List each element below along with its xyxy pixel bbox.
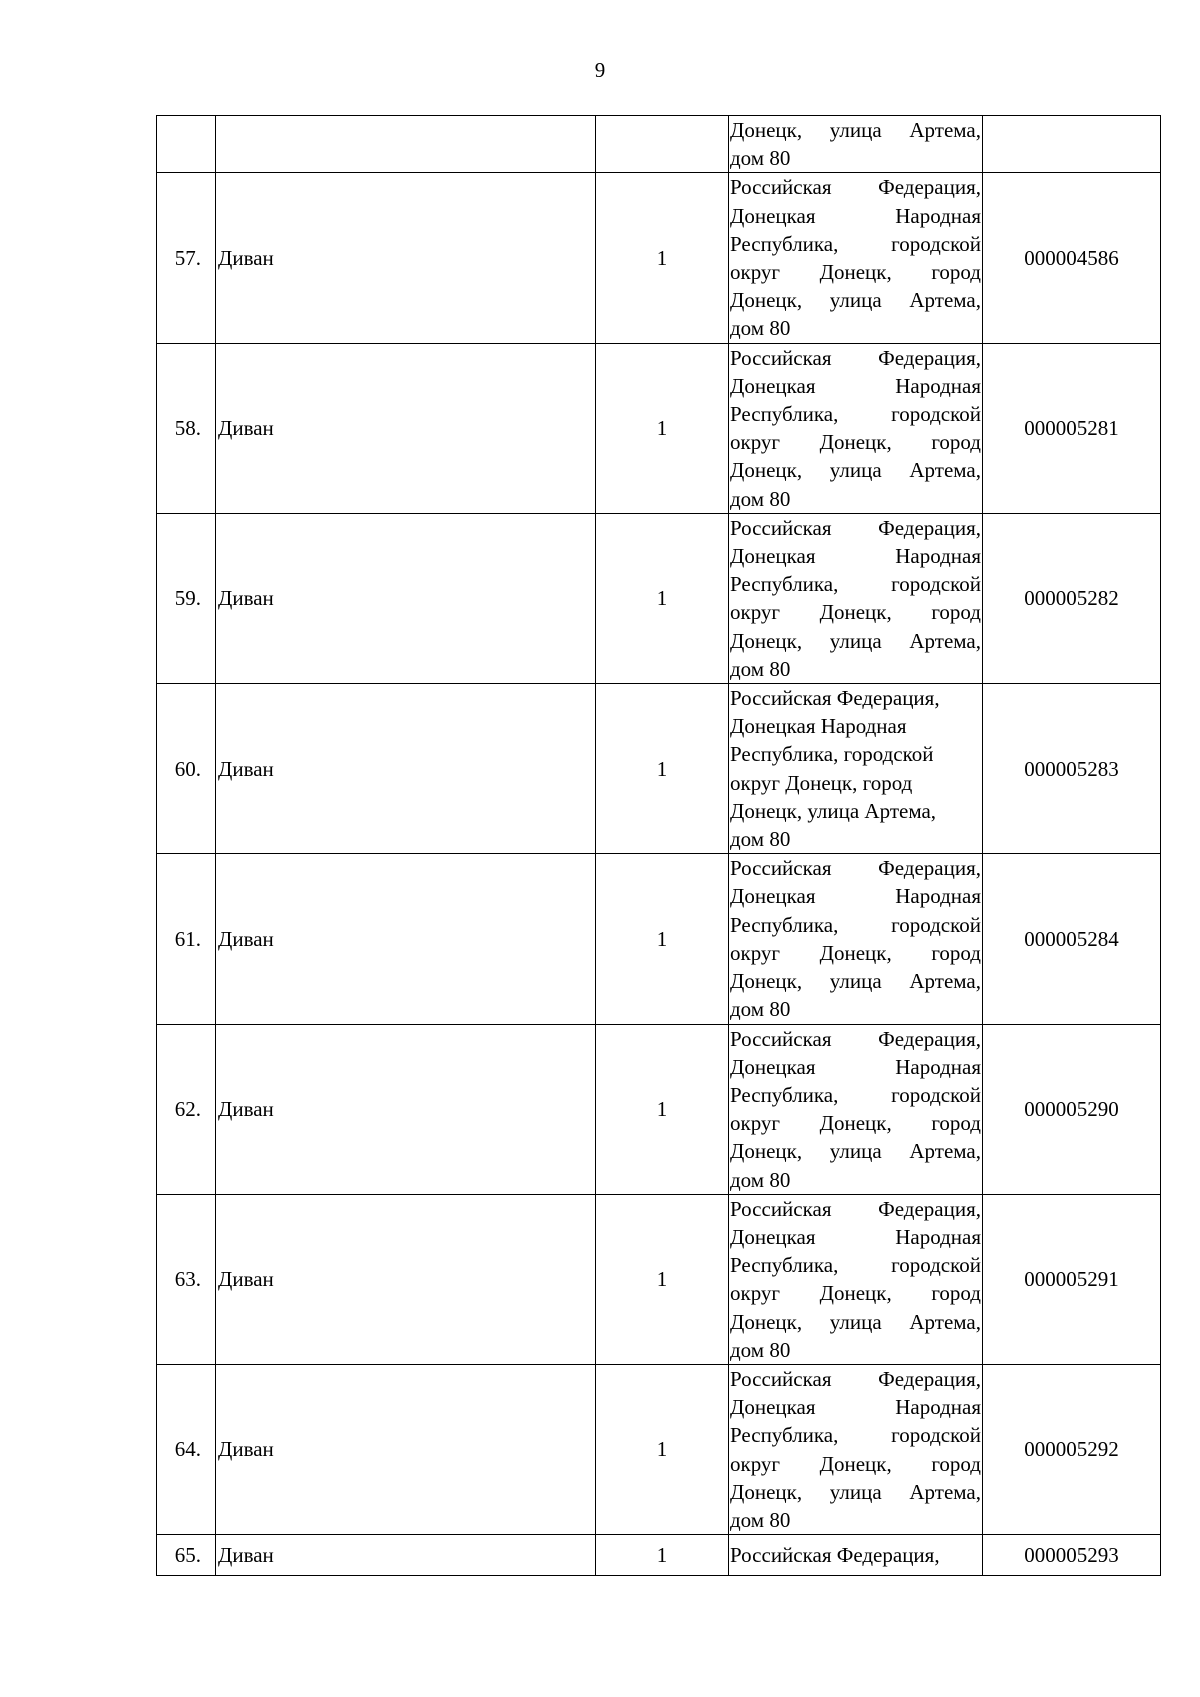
address-line: дом 80 [730, 997, 791, 1022]
cell-quantity: 1 [596, 1535, 729, 1576]
cell-name: Диван [216, 343, 596, 513]
table-row [157, 1364, 1161, 1534]
address-line: Донецкая Народная [730, 714, 907, 739]
address-line: дом 80 [730, 146, 791, 171]
address-line: Республика, городской [730, 1082, 981, 1107]
address-line: округ Донецк, город [730, 1111, 981, 1136]
cell-address [729, 1194, 983, 1364]
address-line: дом 80 [730, 827, 791, 852]
table-row-continuation [157, 116, 1161, 173]
address-line: дом 80 [730, 316, 791, 341]
address-line: Российская Федерация, [730, 175, 981, 200]
cell-address [729, 513, 983, 683]
cell-name: Диван [216, 1194, 596, 1364]
cell-address [729, 854, 983, 1024]
cell-number: 59. [157, 513, 216, 683]
cell-name: Диван [216, 854, 596, 1024]
address-line: Российская Федерация, [730, 1026, 981, 1051]
address-line: Донецкая Народная [730, 1224, 981, 1249]
cell-number: 64. [157, 1364, 216, 1534]
cell-number: 57. [157, 173, 216, 343]
cell-address [729, 1024, 983, 1194]
cell-inventory-number: 000005291 [983, 1194, 1161, 1364]
table-row [157, 1535, 1161, 1576]
address-line: Донецк, улица Артема, [730, 1139, 981, 1164]
cell-address [729, 684, 983, 854]
cell-quantity: 1 [596, 513, 729, 683]
cell-quantity: 1 [596, 684, 729, 854]
cell-number [157, 116, 216, 173]
cell-number: 58. [157, 343, 216, 513]
address-line: Российская Федерация, [730, 345, 981, 370]
cell-address [729, 1364, 983, 1534]
address-line: округ Донецк, город [730, 940, 981, 965]
cell-name: Диван [216, 684, 596, 854]
address-line: Республика, городской [730, 231, 981, 256]
address-line: Российская Федерация, [730, 856, 981, 881]
address-line: Республика, городской [730, 1253, 981, 1278]
cell-number: 60. [157, 684, 216, 854]
cell-inventory-number: 000005283 [983, 684, 1161, 854]
address-line: дом 80 [730, 486, 791, 511]
cell-inventory-number: 000005282 [983, 513, 1161, 683]
address-line: Донецк, улица Артема, [730, 969, 981, 994]
table-row [157, 173, 1161, 343]
cell-number: 65. [157, 1535, 216, 1576]
cell-name [216, 116, 596, 173]
address-line: Республика, городской [730, 742, 934, 767]
address-line: Республика, городской [730, 402, 981, 427]
address-line: Донецкая Народная [730, 373, 981, 398]
address-line: Донецкая Народная [730, 884, 981, 909]
cell-number: 61. [157, 854, 216, 1024]
cell-address [729, 343, 983, 513]
table-row [157, 343, 1161, 513]
page-number: 9 [594, 58, 606, 82]
cell-quantity: 1 [596, 1364, 729, 1534]
table-row [157, 854, 1161, 1024]
address-line: округ Донецк, город [730, 600, 981, 625]
table-row [157, 1024, 1161, 1194]
cell-address [729, 173, 983, 343]
cell-inventory-number: 000005290 [983, 1024, 1161, 1194]
cell-name: Диван [216, 173, 596, 343]
cell-quantity: 1 [596, 1024, 729, 1194]
cell-quantity: 1 [596, 173, 729, 343]
address-line: дом 80 [730, 656, 791, 681]
address-line: Республика, городской [730, 1423, 981, 1448]
cell-address [729, 116, 983, 173]
cell-inventory-number: 000005281 [983, 343, 1161, 513]
cell-quantity: 1 [596, 854, 729, 1024]
cell-inventory-number [983, 116, 1161, 173]
address-line: Донецкая Народная [730, 544, 981, 569]
address-line: округ Донецк, город [730, 1281, 981, 1306]
address-line: Донецк, улица Артема, [730, 1479, 981, 1504]
cell-name: Диван [216, 1535, 596, 1576]
table-row [157, 513, 1161, 683]
cell-name: Диван [216, 1024, 596, 1194]
cell-name: Диван [216, 513, 596, 683]
address-line: Донецкая Народная [730, 1395, 981, 1420]
table-row [157, 684, 1161, 854]
table-row [157, 1194, 1161, 1364]
address-line: округ Донецк, город [730, 1451, 981, 1476]
address-line: Донецк, улица Артема, [730, 798, 937, 823]
cell-address [729, 1535, 983, 1576]
address-line: Российская Федерация, [730, 1366, 981, 1391]
address-line: округ Донецк, город [730, 430, 981, 455]
cell-inventory-number: 000005292 [983, 1364, 1161, 1534]
address-line: Республика, городской [730, 912, 981, 937]
cell-quantity [596, 116, 729, 173]
address-line: Донецк, улица Артема, [730, 288, 981, 313]
address-line: дом 80 [730, 1337, 791, 1362]
address-line: округ Донецк, город [730, 260, 981, 285]
address-line: Российская Федерация, [730, 1543, 940, 1568]
address-line: Российская Федерация, [730, 1196, 981, 1221]
address-line: Российская Федерация, [730, 686, 940, 711]
address-line: округ Донецк, город [730, 770, 913, 795]
cell-quantity: 1 [596, 343, 729, 513]
address-line: дом 80 [730, 1167, 791, 1192]
address-line: Российская Федерация, [730, 515, 981, 540]
cell-name: Диван [216, 1364, 596, 1534]
address-line: Донецкая Народная [730, 1054, 981, 1079]
cell-number: 62. [157, 1024, 216, 1194]
cell-number: 63. [157, 1194, 216, 1364]
cell-inventory-number: 000004586 [983, 173, 1161, 343]
address-line: Республика, городской [730, 572, 981, 597]
address-line: Донецк, улица Артема, [730, 118, 981, 142]
address-line: Донецкая Народная [730, 203, 981, 228]
address-line: Донецк, улица Артема, [730, 1309, 981, 1334]
address-line: Донецк, улица Артема, [730, 628, 981, 653]
address-line: дом 80 [730, 1507, 791, 1532]
cell-quantity: 1 [596, 1194, 729, 1364]
cell-inventory-number: 000005284 [983, 854, 1161, 1024]
cell-inventory-number: 000005293 [983, 1535, 1161, 1576]
inventory-table [156, 115, 1161, 1576]
address-line: Донецк, улица Артема, [730, 458, 981, 483]
